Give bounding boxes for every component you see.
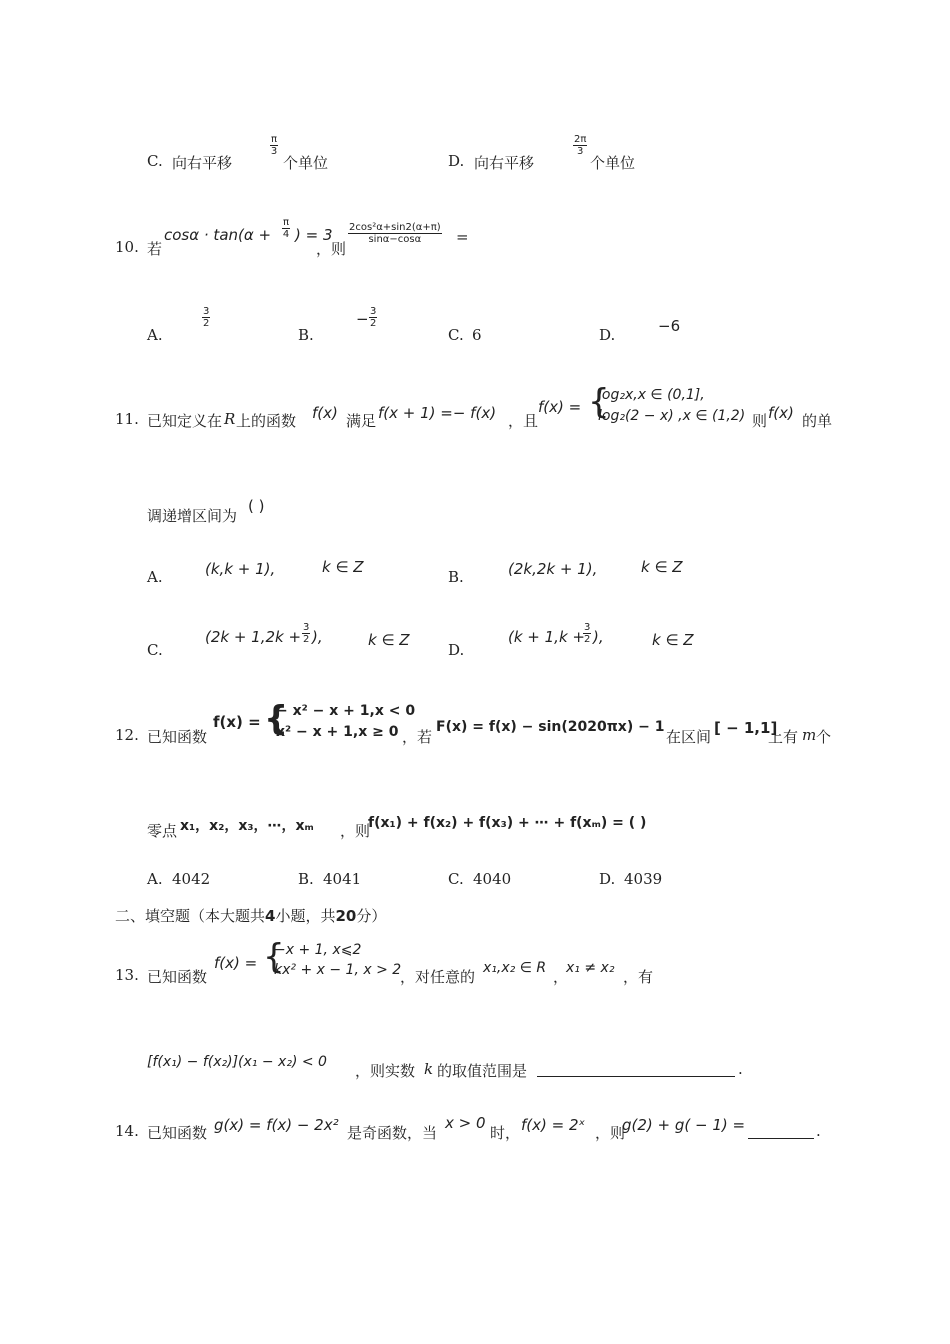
- q11-option-a-interval: (k,k + 1),: [205, 560, 276, 578]
- q14-text3: 时，: [490, 1124, 521, 1142]
- q11-number: 11.: [115, 410, 139, 428]
- q12-sum: f(x₁) + f(x₂) + f(x₃) + ⋯ + f(xₘ) = ( ): [368, 815, 647, 831]
- q12-option-d-value: 4039: [624, 870, 663, 888]
- q11-text1: 已知定义在: [147, 412, 223, 430]
- q10-option-c-value: 6: [472, 326, 482, 344]
- q12-option-c-label: C.: [448, 870, 464, 888]
- q11-option-d-interval-right: ),: [593, 628, 604, 646]
- q12-option-d-label: D.: [599, 870, 616, 888]
- q13-piece-lhs: f(x) =: [214, 954, 258, 972]
- q11-piece1: log₂x,x ∈ (0,1],: [598, 387, 705, 403]
- q11-option-d-fraction: $\frac{3}{2}$: [584, 622, 591, 645]
- q12-text1: 已知函数: [147, 728, 208, 746]
- q11-option-c-interval-left: (2k + 1,2k +: [205, 628, 302, 646]
- q10-option-d-label: D.: [599, 326, 616, 344]
- q14-fx: f(x) = 2ˣ: [521, 1116, 586, 1134]
- q10-option-b-sign: −: [356, 310, 369, 328]
- q13-text2: ，对任意的: [400, 968, 476, 986]
- q11-option-c-interval-right: ),: [312, 628, 323, 646]
- q12-interval: [ − 1,1]: [714, 719, 778, 737]
- q12-option-c-value: 4040: [473, 870, 512, 888]
- q10-number: 10.: [115, 238, 139, 256]
- q9-option-d-fraction: $\frac{2\pi}{3}$: [574, 134, 587, 157]
- q9-option-c-text: 向右平移: [172, 154, 233, 172]
- q9-option-d-suffix: 个单位: [590, 154, 636, 172]
- q11-brace: {: [588, 382, 610, 422]
- q10-expression: $\frac{\text{2cos²α+sin2(α+π)}}{\sin\alpha-\cos\alpha}$: [349, 222, 441, 245]
- q14-text4: ，则: [595, 1124, 626, 1142]
- q14-end: .: [816, 1122, 821, 1140]
- q10-option-b-label: B.: [298, 326, 314, 344]
- q11-fx2: f(x): [768, 404, 794, 422]
- q11-relation: f(x + 1) =− f(x): [378, 404, 497, 422]
- q14-g: g(x) = f(x) − 2x²: [214, 1116, 339, 1134]
- q10-prefix: 若: [147, 240, 163, 258]
- q9-option-d-text: 向右平移: [474, 154, 535, 172]
- q12-text3: 在区间: [666, 728, 712, 746]
- q12-F: F(x) = f(x) − sin(2020πx) − 1: [436, 719, 665, 735]
- q12-text2: ，若: [402, 728, 433, 746]
- q11-text2: 上的函数: [236, 412, 297, 430]
- q13-var-k: k: [424, 1060, 434, 1078]
- q13-brace: {: [263, 937, 285, 977]
- q10-option-b-fraction: $\frac{3}{2}$: [370, 306, 377, 329]
- q12-brace: {: [264, 699, 289, 739]
- q13-text1: 已知函数: [147, 968, 208, 986]
- q11-option-c-fraction: $\frac{3}{2}$: [303, 622, 310, 645]
- q12-piece2: x² − x + 1,x ≥ 0: [276, 724, 399, 740]
- q14-expr: g(2) + g( − 1) =: [622, 1116, 746, 1134]
- q13-text3: ，有: [623, 968, 654, 986]
- q12-piece1: − x² − x + 1,x < 0: [276, 703, 416, 719]
- q11-var-r: R: [224, 410, 236, 428]
- q11-piece-lhs: f(x) =: [538, 398, 582, 416]
- q11-text5: 则: [752, 412, 768, 430]
- q10-condition-right: ) = 3: [295, 226, 333, 244]
- q11-option-d-interval-left: (k + 1,k +: [508, 628, 585, 646]
- q13-answer-blank[interactable]: [537, 1062, 735, 1077]
- q11-fx: f(x): [312, 404, 338, 422]
- q14-number: 14.: [115, 1122, 139, 1140]
- q12-text5: 个: [816, 728, 832, 746]
- q11-option-a-label: A.: [147, 568, 163, 586]
- q13-piece1: −x + 1, x⩽2: [274, 942, 362, 958]
- q10-option-c-label: C.: [448, 326, 464, 344]
- q13-neq: x₁ ≠ x₂: [566, 960, 615, 976]
- q12-zeros: x₁，x₂，x₃，⋯，xₘ: [180, 818, 314, 834]
- q11-option-b-label: B.: [448, 568, 464, 586]
- q9-option-c-suffix: 个单位: [283, 154, 329, 172]
- q10-option-d-value: −6: [658, 317, 681, 335]
- q13-vars: x₁,x₂ ∈ R: [483, 960, 547, 976]
- q12-option-b-value: 4041: [323, 870, 362, 888]
- q10-condition-left: cosα · tan(α +: [164, 226, 272, 244]
- q11-option-d-cond: k ∈ Z: [652, 631, 694, 649]
- q11-option-c-label: C.: [147, 641, 163, 659]
- q12-piece-lhs: f(x) =: [213, 713, 261, 731]
- q14-cond: x > 0: [445, 1114, 486, 1132]
- q11-option-a-cond: k ∈ Z: [322, 558, 364, 576]
- q13-inequality: [f(x₁) − f(x₂)](x₁ − x₂) < 0: [147, 1054, 327, 1070]
- q11-option-c-cond: k ∈ Z: [368, 631, 410, 649]
- q12-var-m: m: [802, 726, 817, 744]
- q13-piece2: kx² + x − 1, x > 2: [274, 962, 402, 978]
- q12-number: 12.: [115, 726, 139, 744]
- q13-text4: ，则实数: [355, 1062, 416, 1080]
- q12-option-a-value: 4042: [172, 870, 211, 888]
- q11-text4: ，且: [508, 412, 539, 430]
- q11-paren: ( ): [248, 497, 265, 515]
- q11-option-b-interval: (2k,2k + 1),: [508, 560, 598, 578]
- q10-option-a-label: A.: [147, 326, 163, 344]
- q12-line2-then: ，则: [340, 822, 371, 840]
- q13-sep: ，: [553, 968, 569, 986]
- q10-option-a-fraction: $\frac{3}{2}$: [203, 306, 210, 329]
- q13-number: 13.: [115, 966, 139, 984]
- section2-heading: 二、填空题（本大题共4小题，共20分）: [115, 907, 387, 925]
- q14-answer-blank[interactable]: [748, 1124, 814, 1139]
- q12-option-a-label: A.: [147, 870, 163, 888]
- q11-text3: 满足: [346, 412, 377, 430]
- q9-option-c-fraction: $\frac{\pi}{3}$: [270, 134, 278, 157]
- q10-then: ，则: [316, 240, 347, 258]
- q13-text5: 的取值范围是: [437, 1062, 528, 1080]
- q12-text4: 上有: [768, 728, 799, 746]
- q10-equals: =: [456, 228, 469, 246]
- q11-line2: 调递增区间为: [147, 507, 238, 525]
- q14-text2: 是奇函数，当: [347, 1124, 438, 1142]
- q14-text1: 已知函数: [147, 1124, 208, 1142]
- q11-piece2: log₂(2 − x) ,x ∈ (1,2): [598, 408, 746, 424]
- q12-option-b-label: B.: [298, 870, 314, 888]
- q11-option-d-label: D.: [448, 641, 465, 659]
- q9-option-d-label: D.: [448, 152, 465, 170]
- q10-condition-fraction: $\frac{\pi}{4}$: [282, 217, 290, 240]
- q11-option-b-cond: k ∈ Z: [641, 558, 683, 576]
- q12-line2-prefix: 零点: [147, 822, 178, 840]
- q13-end: .: [738, 1060, 743, 1078]
- q11-text6: 的单: [802, 412, 833, 430]
- q9-option-c-label: C.: [147, 152, 163, 170]
